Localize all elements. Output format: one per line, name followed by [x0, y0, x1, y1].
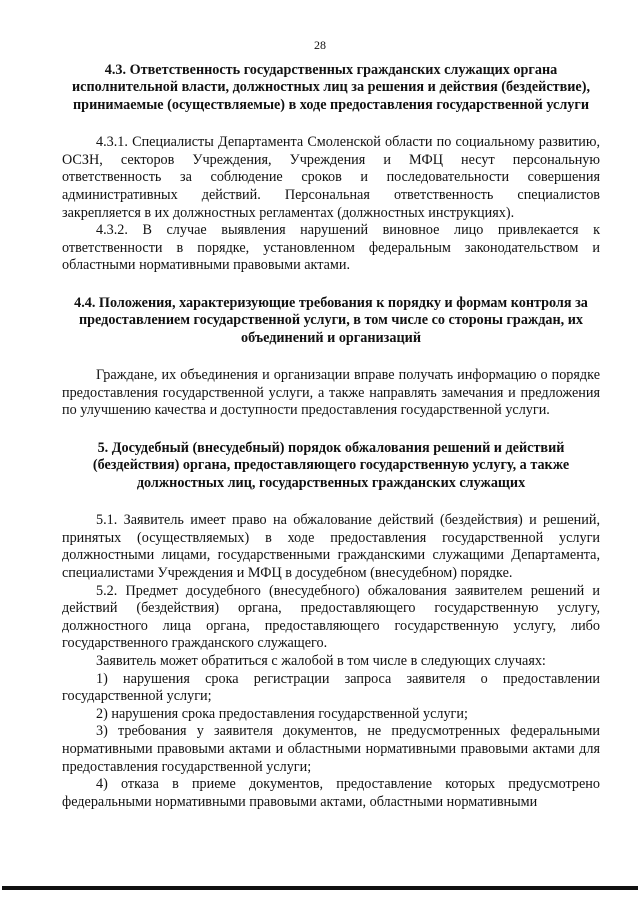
paragraph-4-4-1: Граждане, их объединения и организации вправе получать информацию о порядке предоставления государственной услуги, а также направлять замечания и предложения по улучшению качества и доступности предоставления государственной услуги. — [62, 367, 600, 419]
paragraph-5-1: 5.1. Заявитель имеет право на обжалование действий (бездействия) и решений, принятых (осуществляемых) в ходе предоставления государственной услуги должностными лицами, государственными гражданскими служащими Департамента, специалистами Учреждения и МФЦ в досудебном (внесудебном) порядке. — [62, 512, 600, 581]
list-item-1: 1) нарушения срока регистрации запроса заявителя о предоставлении государственной услуги; — [62, 670, 600, 705]
list-item-4: 4) отказа в приеме документов, предоставление которых предусмотрено федеральными нормативными правовыми актами, областными нормативными — [62, 776, 600, 810]
bottom-divider — [2, 886, 638, 890]
list-item-3: 3) требования у заявителя документов, не предусмотренных федеральными нормативными правовыми актами и областными нормативными правовыми актами для предоставления государственной услуги; — [62, 723, 600, 775]
document-body — [62, 62, 600, 811]
list-item-2: 2) нарушения срока предоставления государственной услуги; — [96, 705, 468, 722]
section-4-3-heading: 4.3. Ответственность государственных гражданских служащих органа исполнительной власти, должностных лиц за решения и действия (бездействие), принимаемые (осуществляемые) в ходе предоставления государственной услуги — [71, 62, 591, 113]
paragraph-5-2: 5.2. Предмет досудебного (внесудебного) обжалования заявителем решений и действий (бездействия) органа, предоставляющего государственную услугу, должностного лица органа, предоставляющего государственную услугу, либо государственного гражданского служащего. — [62, 582, 600, 652]
section-5-heading: 5. Досудебный (внесудебный) порядок обжалования решений и действий (бездействия) органа, предоставляющего государственную услугу, а также должностных лиц, государственных гражданских служащих — [92, 439, 570, 491]
page-number: 28 — [314, 38, 326, 52]
section-4-4-heading: 4.4. Положения, характеризующие требования к порядку и формам контроля за предоставлением государственной услуги, в том числе со стороны граждан, их объединений и организаций — [74, 294, 588, 346]
paragraph-4-3-2: 4.3.2. В случае выявления нарушений виновное лицо привлекается к ответственности в порядке, установленном федеральным законодательством и областными нормативными правовыми актами. — [62, 222, 600, 274]
paragraph-5-2-cases-intro: Заявитель может обратиться с жалобой в том числе в следующих случаях: — [96, 652, 546, 669]
paragraph-4-3-1: 4.3.1. Специалисты Департамента Смоленской области по социальному развитию, ОСЗН, секторов Учреждения, Учреждения и МФЦ несут персональную ответственность за соблюдение сроков и последовательности совершения административных действий. Персональная ответственность специалистов закрепляется в их должностных регламентах (должностных инструкциях). — [62, 134, 600, 221]
